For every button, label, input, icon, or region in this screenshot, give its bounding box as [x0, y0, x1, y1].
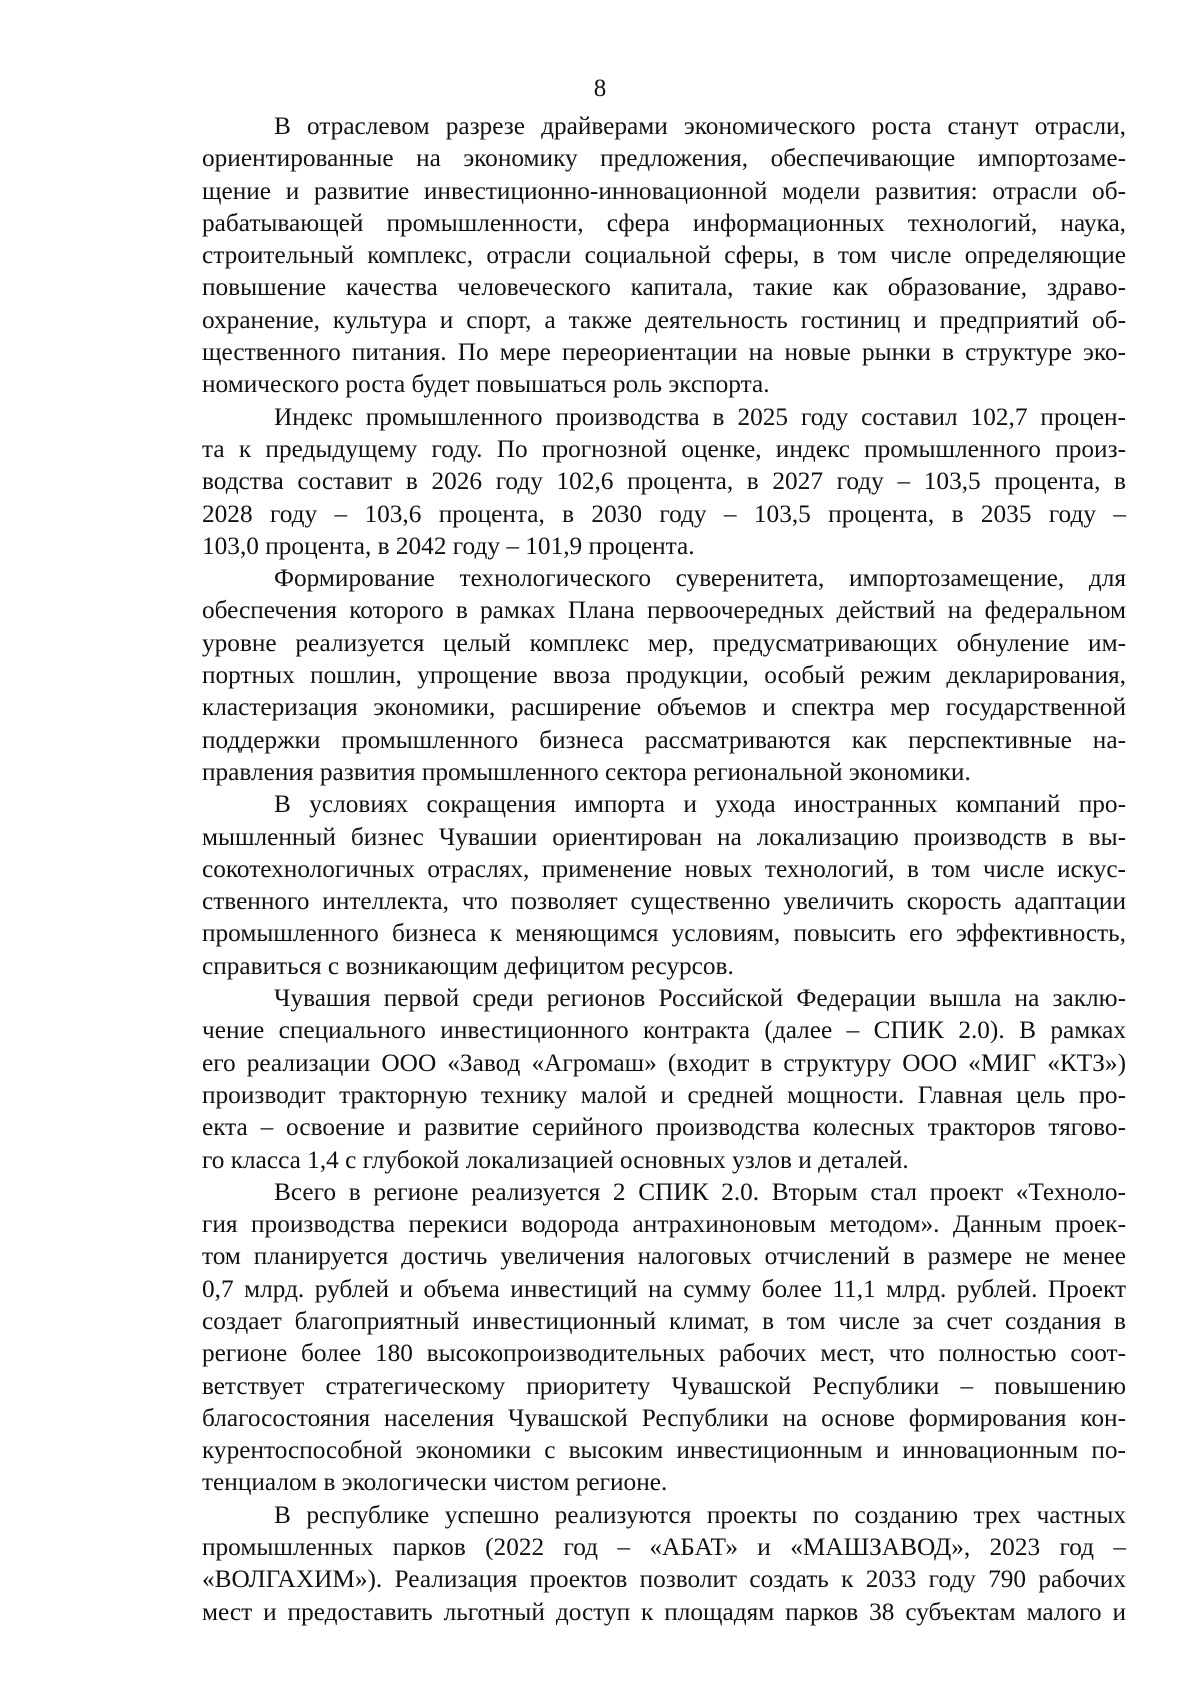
text-line: строительный комплекс, отрасли социальной сферы, в том числе определяющие	[202, 241, 1126, 270]
paragraph	[202, 562, 1126, 788]
text-line: его реализации ООО «Завод «Агромаш» (входит в структуру ООО «МИГ «КТЗ»)	[202, 1048, 1126, 1077]
text-line: производит тракторную технику малой и средней мощности. Главная цель про-	[202, 1080, 1126, 1109]
text-line: 2028 году – 103,6 процента, в 2030 году – 103,5 процента, в 2035 году –	[202, 499, 1126, 528]
text-line: водства составит в 2026 году 102,6 процента, в 2027 году – 103,5 процента, в	[202, 467, 1126, 496]
text-line: справиться с возникающим дефицитом ресурсов.	[202, 951, 734, 980]
document-body	[202, 110, 1126, 1628]
text-line: портных пошлин, упрощение ввоза продукции, особый режим декларирования,	[202, 661, 1126, 690]
text-line: Индекс промышленного производства в 2025 году составил 102,7 процен-	[274, 402, 1126, 431]
text-line: регионе более 180 высокопроизводительных рабочих мест, что полностью соот-	[202, 1339, 1126, 1368]
paragraph	[202, 1499, 1126, 1628]
paragraph	[202, 401, 1126, 562]
text-line: ветствует стратегическому приоритету Чувашской Республики – повышению	[202, 1371, 1126, 1400]
text-line: чение специального инвестиционного контракта (далее – СПИК 2.0). В рамках	[202, 1016, 1126, 1045]
text-line: уровне реализуется целый комплекс мер, предусматривающих обнуление им-	[202, 628, 1126, 657]
text-line: «ВОЛГАХИМ»). Реализация проектов позволит создать к 2033 году 790 рабочих	[202, 1565, 1126, 1594]
text-line: го класса 1,4 с глубокой локализацией основных узлов и деталей.	[202, 1145, 909, 1174]
text-line: Всего в регионе реализуется 2 СПИК 2.0. Вторым стал проект «Техноло-	[274, 1177, 1126, 1206]
text-line: щение и развитие инвестиционно-инновационной модели развития: отрасли об-	[202, 176, 1126, 205]
text-line: курентоспособной экономики с высоким инвестиционным и инновационным по-	[202, 1436, 1126, 1465]
text-line: гия производства перекиси водорода антрахиноновым методом». Данным проек-	[202, 1210, 1126, 1239]
paragraph	[202, 1176, 1126, 1499]
text-line: повышение качества человеческого капитала, такие как образование, здраво-	[202, 273, 1126, 302]
text-line: Чувашия первой среди регионов Российской Федерации вышла на заклю-	[274, 984, 1126, 1013]
text-line: правления развития промышленного сектора региональной экономики.	[202, 757, 971, 786]
text-line: тенциалом в экологически чистом регионе.	[202, 1468, 668, 1497]
text-line: обеспечения которого в рамках Плана первоочередных действий на федеральном	[202, 596, 1126, 625]
text-line: поддержки промышленного бизнеса рассматриваются как перспективные на-	[202, 725, 1126, 754]
page-number: 8	[593, 75, 607, 102]
text-line: мышленный бизнес Чувашии ориентирован на локализацию производств в вы-	[202, 822, 1126, 851]
text-line: сокотехнологичных отраслях, применение новых технологий, в том числе искус-	[202, 854, 1126, 883]
text-line: номического роста будет повышаться роль экспорта.	[202, 370, 770, 399]
text-line: промышленного бизнеса к меняющимся условиям, повысить его эффективность,	[202, 919, 1126, 948]
text-line: том планируется достичь увеличения налоговых отчислений в размере не менее	[202, 1242, 1126, 1271]
paragraph	[202, 110, 1126, 401]
text-line: мест и предоставить льготный доступ к площадям парков 38 субъектам малого и	[202, 1597, 1126, 1626]
text-line: ориентированные на экономику предложения, обеспечивающие импортозаме-	[202, 144, 1126, 173]
text-line: создает благоприятный инвестиционный климат, в том числе за счет создания в	[202, 1306, 1126, 1335]
text-line: кластеризация экономики, расширение объемов и спектра мер государственной	[202, 693, 1126, 722]
text-line: В условиях сокращения импорта и ухода иностранных компаний про-	[274, 790, 1126, 819]
text-line: охранение, культура и спорт, а также деятельность гостиниц и предприятий об-	[202, 305, 1126, 334]
text-line: 103,0 процента, в 2042 году – 101,9 процента.	[202, 531, 695, 560]
text-line: ственного интеллекта, что позволяет существенно увеличить скорость адаптации	[202, 887, 1126, 916]
paragraph	[202, 982, 1126, 1176]
text-line: Формирование технологического суверенитета, импортозамещение, для	[274, 564, 1126, 593]
text-line: благосостояния населения Чувашской Республики на основе формирования кон-	[202, 1403, 1126, 1432]
text-line: щественного питания. По мере переориентации на новые рынки в структуре эко-	[202, 338, 1126, 367]
text-line: та к предыдущему году. По прогнозной оценке, индекс промышленного произ-	[202, 434, 1126, 463]
paragraph	[202, 788, 1126, 982]
text-line: рабатывающей промышленности, сфера информационных технологий, наука,	[202, 208, 1126, 237]
text-line: 0,7 млрд. рублей и объема инвестиций на сумму более 11,1 млрд. рублей. Проект	[202, 1274, 1126, 1303]
text-line: промышленных парков (2022 год – «АБАТ» и «МАШЗАВОД», 2023 год –	[202, 1533, 1126, 1562]
text-line: В отраслевом разрезе драйверами экономического роста станут отрасли,	[274, 112, 1126, 140]
text-line: В республике успешно реализуются проекты по созданию трех частных	[274, 1500, 1126, 1529]
text-line: екта – освоение и развитие серийного производства колесных тракторов тягово-	[202, 1113, 1126, 1142]
